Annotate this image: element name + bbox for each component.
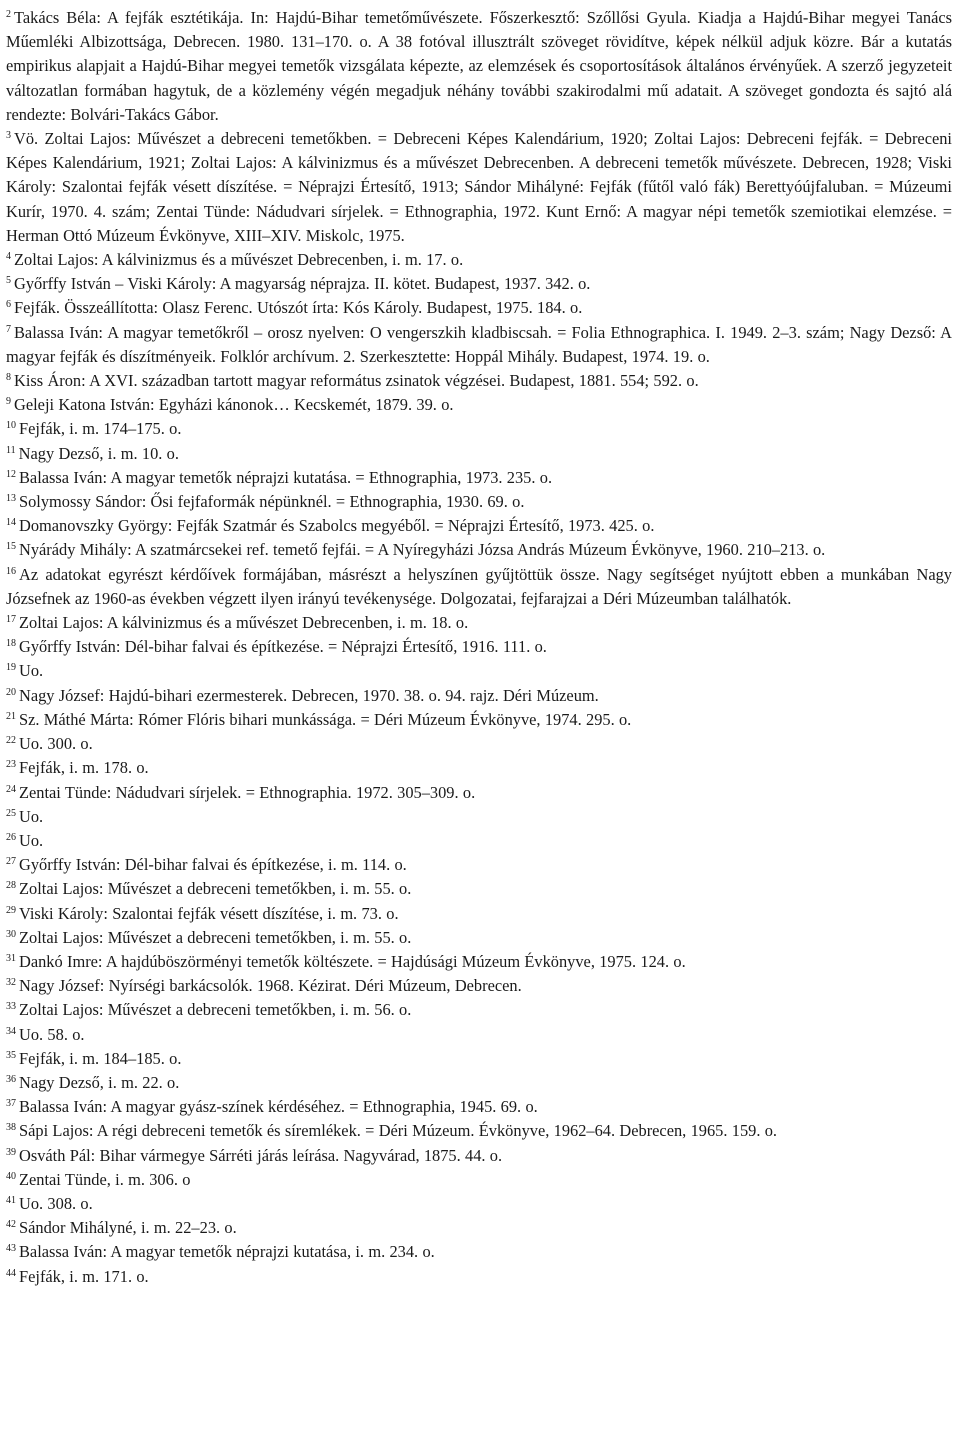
footnote-number: 7: [6, 323, 11, 335]
footnote: [6, 902, 952, 926]
footnote-text: Győrffy István: Dél-bihar falvai és építkezése, i. m. 114. o.: [19, 855, 407, 875]
footnote-number: 2: [6, 9, 11, 20]
footnote-number: 21: [6, 710, 16, 722]
footnote-text: Viski Károly: Szalontai fejfák vésett díszítése, i. m. 73. o.: [19, 903, 399, 923]
footnote: [6, 393, 952, 417]
footnote-text: Uo. 58. o.: [19, 1024, 85, 1044]
footnote-number: 35: [6, 1049, 16, 1061]
footnote-number: 12: [6, 468, 16, 480]
footnote-text: Zentai Tünde: Nádudvari sírjelek. = Ethnographia. 1972. 305–309. o.: [19, 782, 476, 802]
footnote: [6, 490, 952, 514]
footnote-number: 15: [6, 541, 16, 553]
footnote-text: Fejfák, i. m. 174–175. o.: [19, 419, 182, 439]
footnote-number: 16: [6, 565, 16, 577]
footnote-number: 4: [6, 251, 11, 263]
footnote: [6, 781, 952, 805]
footnote-text: Uo. 308. o.: [19, 1193, 93, 1213]
footnote-text: Domanovszky György: Fejfák Szatmár és Szabolcs megyéből. = Néprajzi Értesítő, 1973. 425. o.: [19, 516, 655, 536]
footnote-number: 30: [6, 928, 16, 940]
footnote-number: 31: [6, 952, 16, 964]
footnote: [6, 1071, 952, 1095]
footnote-text: Zoltai Lajos: A kálvinizmus és a művészet Debrecenben, i. m. 18. o.: [19, 613, 469, 633]
footnote-number: 5: [6, 275, 11, 287]
footnote-text: Nagy Dezső, i. m. 10. o.: [18, 443, 179, 463]
footnote: [6, 442, 952, 466]
footnote: [6, 635, 952, 659]
footnote-text: Zoltai Lajos: Művészet a debreceni temetőkben, i. m. 55. o.: [19, 927, 412, 947]
footnote: [6, 466, 952, 490]
footnote: [6, 296, 952, 320]
footnote-number: 37: [6, 1098, 16, 1110]
footnote-number: 6: [6, 299, 11, 311]
footnote: [6, 877, 952, 901]
footnote-number: 28: [6, 880, 16, 892]
footnote-text: Fejfák, i. m. 171. o.: [19, 1266, 149, 1286]
footnote: [6, 272, 952, 296]
footnote: [6, 1047, 952, 1071]
footnote-text: Sándor Mihályné, i. m. 22–23. o.: [19, 1218, 237, 1238]
footnote-number: 13: [6, 493, 16, 505]
footnote: [6, 1095, 952, 1119]
footnote-text: Fejfák. Összeállította: Olasz Ferenc. Utószót írta: Kós Károly. Budapest, 1975. 184. o.: [14, 298, 583, 318]
footnote-text: Geleji Katona István: Egyházi kánonok… Kecskemét, 1879. 39. o.: [14, 395, 454, 415]
footnote-number: 9: [6, 396, 11, 408]
footnote-number: 26: [6, 831, 16, 843]
footnote-number: 24: [6, 783, 16, 795]
footnote: [6, 974, 952, 998]
footnote: [6, 538, 952, 562]
footnote-list: [6, 6, 952, 1289]
footnote-text: Solymossy Sándor: Ősi fejfaformák népünknél. = Ethnographia, 1930. 69. o.: [19, 492, 525, 512]
footnote-text: Nagy Dezső, i. m. 22. o.: [19, 1072, 180, 1092]
footnote-text: Uo.: [19, 830, 44, 850]
footnote-number: 40: [6, 1170, 16, 1182]
footnote-text: Zoltai Lajos: A kálvinizmus és a művészet Debrecenben, i. m. 17. o.: [14, 250, 464, 270]
footnote-number: 29: [6, 904, 16, 916]
footnote-text: Balassa Iván: A magyar temetőkről – orosz nyelven: O vengerszkih kladbiscsah. = Folia Ethnographica. I. 1949. 2–3. szám; Nagy Dezső: A magyar fejfák és díszítményeik. Folklór archívum. 2. Szerkesztette: Hoppál Mihály. Budapest, 1974. 19. o.: [6, 322, 952, 366]
footnote: [6, 756, 952, 780]
footnote-text: Balassa Iván: A magyar temetők néprajzi kutatása. = Ethnographia, 1973. 235. o.: [19, 467, 553, 487]
footnote-text: Vö. Zoltai Lajos: Művészet a debreceni temetőkben. = Debreceni Képes Kalendárium, 1920; Zoltai Lajos: Debreceni fejfák. = Debreceni Képes Kalendárium, 1921; Zoltai Lajos: A kálvinizmus és a művészet Debrecenben. A debreceni temetők művészete. Debrecen, 1928; Viski Károly: Szalontai fejfák vésett díszítése. = Néprajzi Értesítő, 1913; Sándor Mihályné: Fejfák (fűtől való fák) Berettyóújfaluban. = Múzeumi Kurír, 1970. 4. szám; Zentai Tünde: Nádudvari sírjelek. = Ethnographia, 1972. Kunt Ernő: A magyar népi temetők szemiotikai elemzése. = Herman Ottó Múzeum Évkönyve, XIII–XIV. Miskolc, 1975.: [6, 129, 952, 245]
footnote: [6, 417, 952, 441]
footnote-text: Nyárády Mihály: A szatmárcsekei ref. temető fejfái. = A Nyíregyházi Józsa András Múzeum Évkönyve, 1960. 210–213. o.: [19, 540, 826, 560]
footnote-text: Sápi Lajos: A régi debreceni temetők és síremlékek. = Déri Múzeum. Évkönyve, 1962–64. Debrecen, 1965. 159. o.: [19, 1121, 778, 1141]
footnote: [6, 708, 952, 732]
footnote: [6, 998, 952, 1022]
footnote-number: 33: [6, 1001, 16, 1013]
footnote: [6, 1240, 952, 1264]
footnote: [6, 369, 952, 393]
footnote-number: 43: [6, 1243, 16, 1255]
footnote: [6, 732, 952, 756]
footnote-number: 38: [6, 1122, 16, 1134]
footnote-text: Győrffy István: Dél-bihar falvai és építkezése. = Néprajzi Értesítő, 1916. 111. o.: [19, 637, 547, 657]
footnote: [6, 684, 952, 708]
footnote-number: 18: [6, 638, 16, 650]
footnote-number: 34: [6, 1025, 16, 1037]
footnote-number: 42: [6, 1219, 16, 1231]
footnote: [6, 127, 952, 248]
footnote: [6, 805, 952, 829]
footnote: [6, 611, 952, 635]
footnote-text: Dankó Imre: A hajdúböszörményi temetők költészete. = Hajdúsági Múzeum Évkönyve, 1975. 124. o.: [19, 951, 686, 971]
footnote-number: 10: [6, 420, 16, 432]
footnote: [6, 926, 952, 950]
footnote-number: 17: [6, 614, 16, 626]
footnote-number: 32: [6, 977, 16, 989]
footnote: [6, 248, 952, 272]
footnote-text: Győrffy István – Viski Károly: A magyarság néprajza. II. kötet. Budapest, 1937. 342. o.: [14, 274, 591, 294]
footnote-number: 41: [6, 1194, 16, 1206]
footnote-text: Nagy József: Nyírségi barkácsolók. 1968. Kézirat. Déri Múzeum, Debrecen.: [19, 976, 522, 996]
footnote-number: 19: [6, 662, 16, 674]
footnote-number: 39: [6, 1146, 16, 1158]
footnote-text: Balassa Iván: A magyar gyász-színek kérdéséhez. = Ethnographia, 1945. 69. o.: [19, 1097, 538, 1117]
footnote: [6, 1192, 952, 1216]
footnote-text: Sz. Máthé Márta: Rómer Flóris bihari munkássága. = Déri Múzeum Évkönyve, 1974. 295. o.: [19, 709, 632, 729]
footnote: [6, 6, 952, 127]
footnote: [6, 950, 952, 974]
footnote-number: 23: [6, 759, 16, 771]
footnote: [6, 659, 952, 683]
footnote: [6, 1144, 952, 1168]
footnote-text: Takács Béla: A fejfák esztétikája. In: Hajdú-Bihar temetőművészete. Főszerkesztő: Szőllősi Gyula. Kiadja a Hajdú-Bihar megyei Tanács Műemléki Albizottsága, Debrecen. 1980. 131–170. o. A 38 fotóval illusztrált szöveget rövidítve, képek nélkül adjuk közre. Bár a kutatás empirikus alapjait a Hajdú-Bihar megyei temetők vizsgálata képezte, az elemzések és csoportosítások általános érvényűek. A szerző jegyzeteit változatlan formában hagytuk, de a közlemény végén megadjuk néhány további szakirodalmi mű adatait. A szöveget gondozta és sajtó alá rendezte: Bolvári-Takács Gábor.: [6, 8, 952, 124]
footnote-text: Fejfák, i. m. 184–185. o.: [19, 1048, 182, 1068]
footnote-text: Balassa Iván: A magyar temetők néprajzi kutatása, i. m. 234. o.: [19, 1242, 435, 1262]
footnote-number: 44: [6, 1267, 16, 1279]
footnote: [6, 563, 952, 611]
footnote: [6, 1168, 952, 1192]
footnote-number: 27: [6, 856, 16, 868]
footnote-text: Zoltai Lajos: Művészet a debreceni temetőkben, i. m. 55. o.: [19, 879, 412, 899]
footnote-text: Uo.: [19, 661, 44, 681]
footnote-number: 20: [6, 686, 16, 698]
footnote-number: 3: [6, 130, 11, 142]
footnote: [6, 514, 952, 538]
footnote-number: 22: [6, 735, 16, 747]
footnote-text: Osváth Pál: Bihar vármegye Sárréti járás leírása. Nagyvárad, 1875. 44. o.: [19, 1145, 503, 1165]
footnote-text: Uo.: [19, 806, 44, 826]
footnote-text: Zentai Tünde, i. m. 306. o: [19, 1169, 191, 1189]
footnote-text: Az adatokat egyrészt kérdőívek formájában, másrészt a helyszínen gyűjtöttük össze. Nagy segítséget nyújtott ebben a munkában Nagy Józsefnek az 1960-as években végzett ilyen irányú tevékenysége. Dolgozatai, fejfarajzai a Déri Múzeumban találhatók.: [6, 564, 952, 608]
footnote: [6, 1265, 952, 1289]
footnote: [6, 1216, 952, 1240]
footnote-number: 14: [6, 517, 16, 529]
footnote: [6, 829, 952, 853]
footnote-number: 8: [6, 372, 11, 384]
footnote-text: Uo. 300. o.: [19, 734, 93, 754]
footnote-text: Zoltai Lajos: Művészet a debreceni temetőkben, i. m. 56. o.: [19, 1000, 412, 1020]
footnote-text: Fejfák, i. m. 178. o.: [19, 758, 149, 778]
footnote: [6, 1023, 952, 1047]
footnote-number: 36: [6, 1073, 16, 1085]
footnote-number: 11: [6, 444, 16, 456]
footnote-number: 25: [6, 807, 16, 819]
footnote-text: Kiss Áron: A XVI. században tartott magyar református zsinatok végzései. Budapest, 1881. 554; 592. o.: [14, 371, 699, 391]
footnote-text: Nagy József: Hajdú-bihari ezermesterek. Debrecen, 1970. 38. o. 94. rajz. Déri Múzeum.: [19, 685, 599, 705]
footnote: [6, 1119, 952, 1143]
footnote: [6, 321, 952, 369]
footnote: [6, 853, 952, 877]
